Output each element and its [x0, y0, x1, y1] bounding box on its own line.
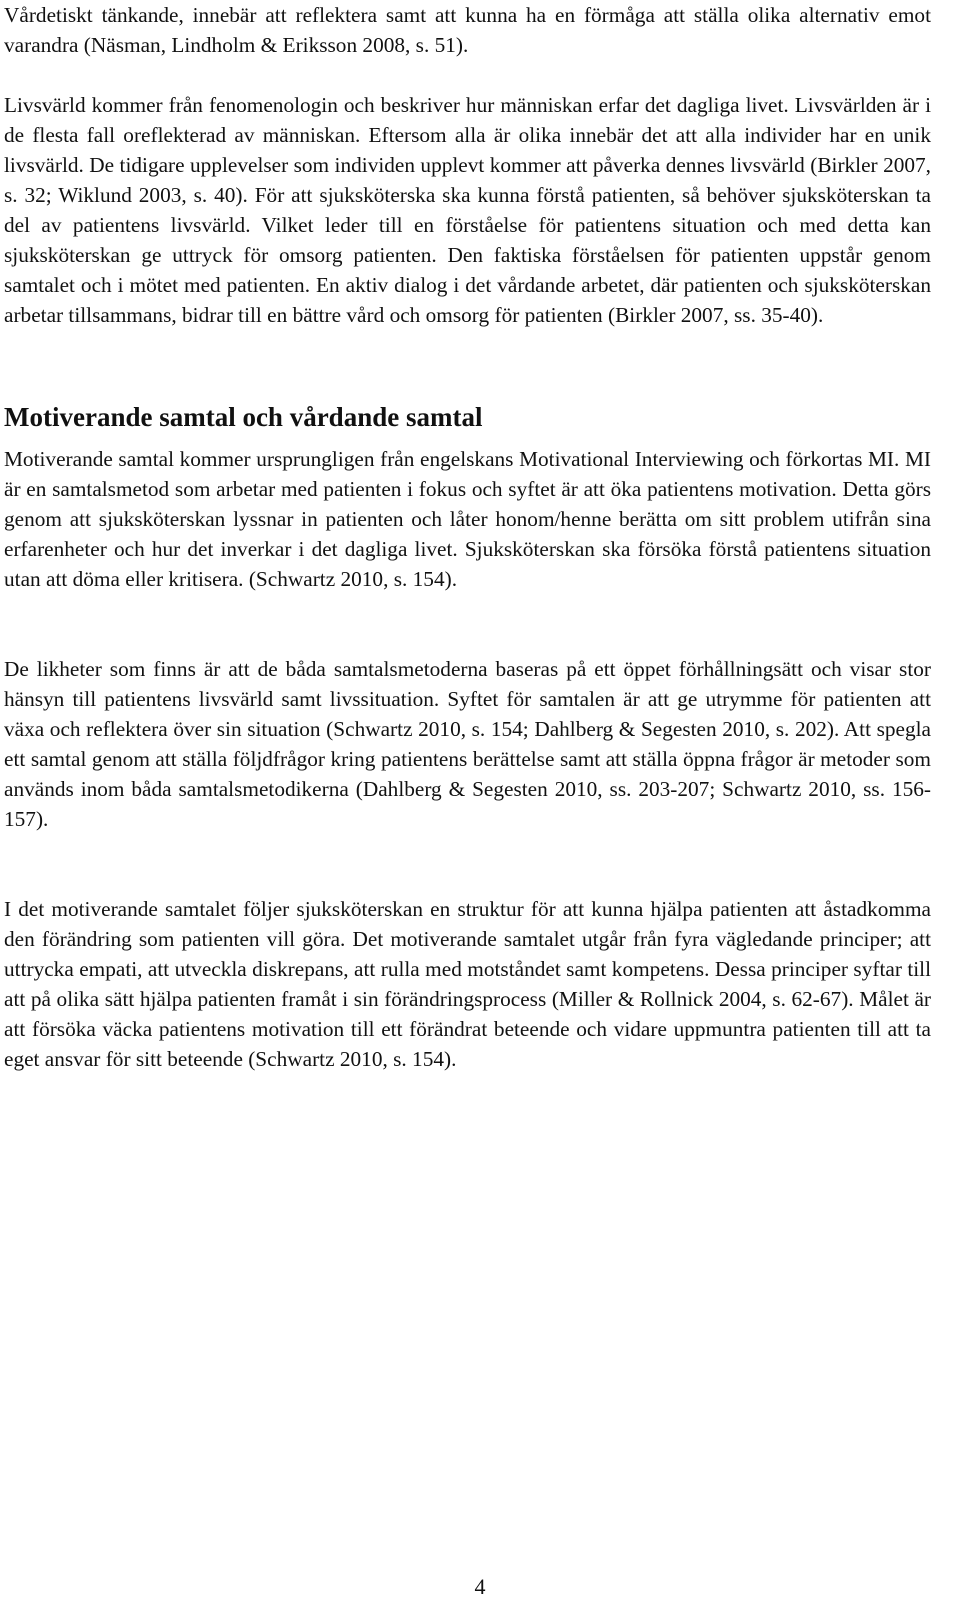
paragraph-struktur: I det motiverande samtalet följer sjuksköterskan en struktur för att kunna hjälpa patienten att åstadkomma den förändring som patienten vill göra. Det motiverande samtalet utgår från fyra vägledande principer; att uttrycka empati, att utveckla diskrepans, att rulla med motståndet samt kompetens. Dessa principer syftar till att på olika sätt hjälpa patienten framåt i sin förändringsprocess (Miller & Rollnick 2004, s. 62-67). Målet är att försöka väcka patientens motivation till ett förändrat beteende och vidare uppmuntra patienten till att ta eget ansvar för sitt beteende (Schwartz 2010, s. 154). [4, 897, 931, 1071]
paragraph-livsvarld: Livsvärld kommer från fenomenologin och beskriver hur människan erfar det dagliga livet. Livsvärlden är i de flesta fall oreflekterad av människan. Eftersom alla är olika innebär det att alla individer har en unik livsvärld. De tidigare upplevelser som individen upplevt kommer att påverka dennes livsvärld (Birkler 2007, s. 32; Wiklund 2003, s. 40). För att sjuksköterska ska kunna förstå patienten, så behöver sjuksköterskan ta del av patientens livsvärld. Vilket leder till en förståelse för patientens situation och med detta kan sjuksköterskan ge uttryck för omsorg patienten. Den faktiska förståelsen för patienten uppstår genom samtalet och i mötet med patienten. En aktiv dialog i det vårdande arbetet, där patienten och sjuksköterskan arbetar tillsammans, bidrar till en bättre vård och omsorg för patienten (Birkler 2007, ss. 35-40). [4, 93, 931, 327]
page-number: 4 [474, 1574, 486, 1599]
document-page [4, 0, 931, 1074]
section-heading: Motiverande samtal och vårdande samtal [4, 402, 483, 432]
paragraph-vardetiskt: Vårdetiskt tänkande, innebär att reflektera samt att kunna ha en förmåga att ställa olika alternativ emot varandra (Näsman, Lindholm & Eriksson 2008, s. 51). [4, 3, 931, 57]
paragraph-likheter: De likheter som finns är att de båda samtalsmetoderna baseras på ett öppet förhållningsätt och visar stor hänsyn till patientens livsvärld samt livssituation. Syftet för samtalen är att ge utrymme för patienten att växa och reflektera över sin situation (Schwartz 2010, s. 154; Dahlberg & Segesten 2010, s. 202). Att spegla ett samtal genom att ställa följdfrågor kring patientens berättelse samt att ställa öppna frågor är metoder som används inom båda samtalsmetodikerna (Dahlberg & Segesten 2010, ss. 203-207; Schwartz 2010, ss. 156-157). [4, 657, 931, 831]
paragraph-motiverande-samtal: Motiverande samtal kommer ursprungligen från engelskans Motivational Interviewing och förkortas MI. MI är en samtalsmetod som arbetar med patienten i fokus och syftet är att öka patientens motivation. Detta görs genom att sjuksköterskan lyssnar in patienten och låter honom/henne berätta om sitt problem utifrån sina erfarenheter och hur det inverkar i det dagliga livet. Sjuksköterskan ska försöka förstå patientens situation utan att döma eller kritisera. (Schwartz 2010, s. 154). [4, 447, 931, 591]
